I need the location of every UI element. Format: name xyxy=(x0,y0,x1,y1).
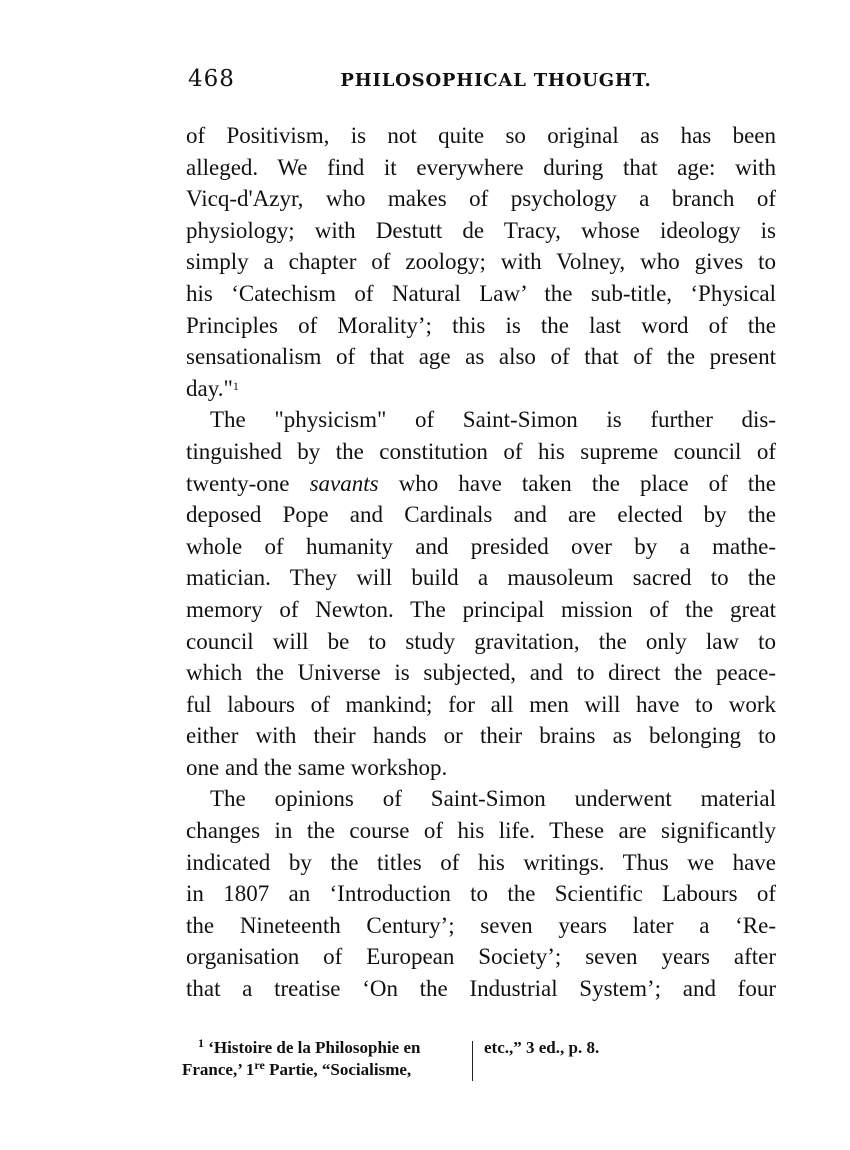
text-line: which the Universe is subjected, and to direct the peace- xyxy=(186,660,776,686)
text-line: tinguished by the constitution of his supreme council of xyxy=(186,438,776,464)
page-number: 468 xyxy=(188,66,235,92)
text-line: changes in the course of his life. These are significantly xyxy=(186,818,776,844)
footnote-text: etc.,” 3 ed., p. 8. xyxy=(484,1038,600,1057)
footnote-reference: 1 xyxy=(232,378,239,393)
text-line: organisation of European Society’; seven years after xyxy=(186,944,776,970)
text-line-paragraph-start: The "physicism" of Saint-Simon is further dis- xyxy=(210,407,776,433)
text-line: matician. They will build a mausoleum sacred to the xyxy=(186,565,776,591)
text-line: alleged. We find it everywhere during that age: with xyxy=(186,154,776,180)
footnote-superscript: re xyxy=(254,1058,265,1072)
text-line: physiology; with Destutt de Tracy, whose ideology is xyxy=(186,217,776,243)
text-line: simply a chapter of zoology; with Volney, who gives to xyxy=(186,249,776,275)
text-line: in 1807 an ‘Introduction to the Scientific Labours of xyxy=(186,881,776,907)
text-line-paragraph-start: The opinions of Saint-Simon underwent material xyxy=(210,786,776,812)
text-line: indicated by the titles of his writings. Thus we have xyxy=(186,849,776,875)
text-line: the Nineteenth Century’; seven years later a ‘Re- xyxy=(186,912,776,938)
text-line-paragraph-end: one and the same workshop. xyxy=(186,754,448,780)
footnote-text: Partie, “Socialisme, xyxy=(264,1060,412,1079)
text-line: deposed Pope and Cardinals and are elected by the xyxy=(186,502,776,528)
footnote-right-column xyxy=(484,1037,599,1059)
text-segment: twenty-one xyxy=(186,470,290,496)
page-header xyxy=(188,66,778,102)
text-line-content: day." xyxy=(186,375,233,401)
text-line-paragraph-end xyxy=(186,373,776,405)
text-line: ful labours of mankind; for all men will have to work xyxy=(186,691,776,717)
body-text xyxy=(186,120,776,1005)
text-line-with-italic xyxy=(186,468,776,500)
footnote-line xyxy=(182,1037,468,1059)
text-line: Principles of Morality’; this is the last word of the xyxy=(186,312,776,338)
text-line: council will be to study gravitation, the only law to xyxy=(186,628,776,654)
text-segment: who have taken the place of the xyxy=(398,470,777,496)
text-line: memory of Newton. The principal mission of the great xyxy=(186,596,776,622)
running-title: PHILOSOPHICAL THOUGHT. xyxy=(340,70,652,91)
italic-word: savants xyxy=(309,470,379,496)
footnote-marker: 1 xyxy=(198,1036,204,1050)
text-line: sensationalism of that age as also of that of the present xyxy=(186,344,776,370)
text-line: Vicq-d'Azyr, who makes of psychology a branch of xyxy=(186,186,776,212)
footnote-line xyxy=(182,1059,468,1081)
text-line: his ‘Catechism of Natural Law’ the sub-title, ‘Physical xyxy=(186,280,776,306)
footnote-column-divider xyxy=(472,1041,473,1081)
footnote-text: France,’ 1 xyxy=(182,1060,255,1079)
text-line: whole of humanity and presided over by a mathe- xyxy=(186,533,776,559)
footnote xyxy=(182,1037,782,1087)
text-line: that a treatise ‘On the Industrial System’; and four xyxy=(186,976,776,1002)
text-line: of Positivism, is not quite so original as has been xyxy=(186,123,776,148)
footnote-text: ‘Histoire de la Philosophie en xyxy=(208,1038,421,1057)
text-line: either with their hands or their brains as belonging to xyxy=(186,723,776,749)
footnote-left-column xyxy=(182,1037,468,1081)
